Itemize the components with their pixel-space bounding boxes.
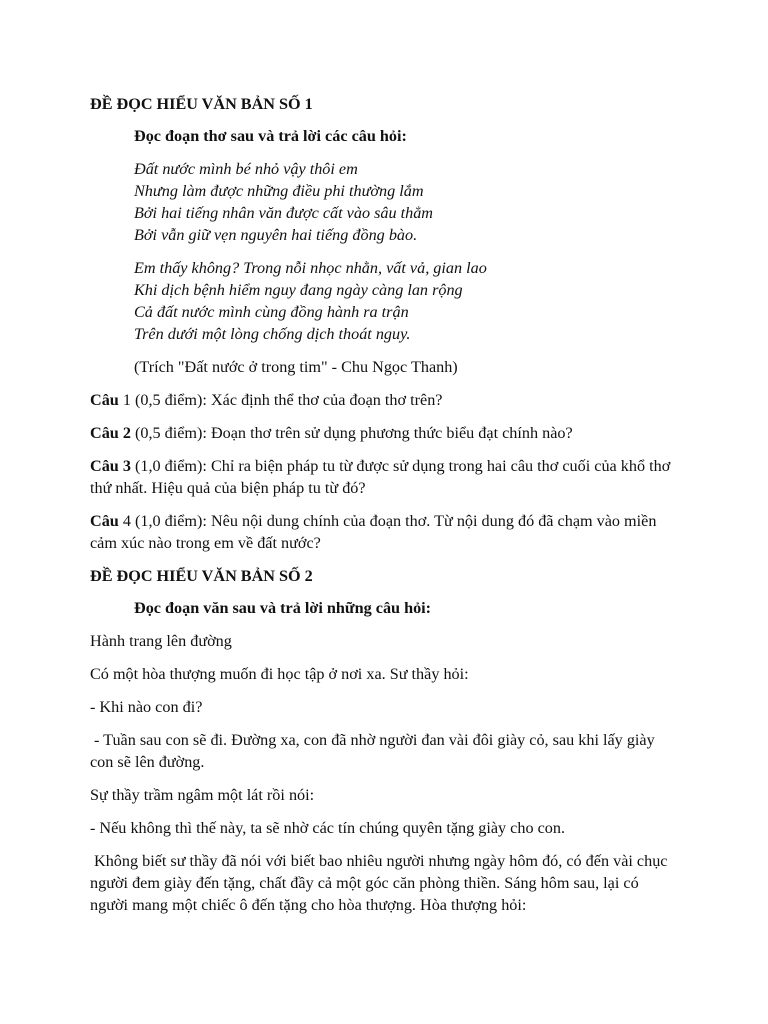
poem-line: Nhưng làm được những điều phi thường lắm [134,182,424,200]
poem-stanza-2 [90,257,680,345]
question-text: (0,5 điểm): Đoạn thơ trên sử dụng phương thức biểu đạt chính nào? [130,424,573,442]
story-paragraph: Sự thầy trầm ngâm một lát rồi nói: [90,786,315,804]
question-label: Câu 2 [90,424,131,442]
question-label: Câu [90,512,119,530]
question-2 [90,422,680,444]
question-text: 1 (0,5 điểm): Xác định thể thơ của đoạn thơ trên? [118,391,443,409]
poem-source: (Trích "Đất nước ở trong tim" - Chu Ngọc Thanh) [134,358,458,376]
question-3 [90,455,680,499]
question-text: 4 (1,0 điểm): Nêu nội dung chính của đoạn thơ. Từ nội dung đó đã chạm vào miền cảm xúc nào trong em về đất nước? [90,512,657,552]
poem-line: Em thấy không? Trong nỗi nhọc nhằn, vất vả, gian lao [134,259,487,277]
story-paragraph: Không biết sư thầy đã nói với biết bao nhiêu người nhưng ngày hôm đó, có đến vài chục người đem giày đến tặng, chất đầy cả một góc căn phòng thiền. Sáng hôm sau, lại có người mang một chiếc ô đến tặng cho hòa thượng. Hòa thượng hỏi: [90,852,668,914]
story-paragraph: - Tuần sau con sẽ đi. Đường xa, con đã nhờ người đan vài đôi giày cỏ, sau khi lấy giày con sẽ lên đường. [90,731,655,771]
document-body [90,93,680,927]
poem-stanza-1 [90,158,680,246]
question-label: Câu [90,391,119,409]
section-2-instruction: Đọc đoạn văn sau và trả lời những câu hỏi: [134,599,432,617]
poem-line: Bởi vẫn giữ vẹn nguyên hai tiếng đồng bào. [134,226,418,244]
poem-line: Trên dưới một lòng chống dịch thoát nguy. [134,325,411,343]
story-paragraph: Có một hòa thượng muốn đi học tập ở nơi xa. Sư thầy hỏi: [90,665,469,683]
poem-line: Đất nước mình bé nhỏ vậy thôi em [134,160,358,178]
section-2-title: ĐỀ ĐỌC HIỂU VĂN BẢN SỐ 2 [90,567,313,585]
question-text: (1,0 điểm): Chỉ ra biện pháp tu từ được sử dụng trong hai câu thơ cuối của khổ thơ thứ nhất. Hiệu quả của biện pháp tu từ đó? [90,457,671,497]
story-paragraph: - Nếu không thì thế này, ta sẽ nhờ các tín chúng quyên tặng giày cho con. [90,819,566,837]
poem-line: Khi dịch bệnh hiểm nguy đang ngày càng lan rộng [134,281,463,299]
story-title: Hành trang lên đường [90,632,232,650]
question-1 [90,389,680,411]
poem-line: Bởi hai tiếng nhân văn được cất vào sâu thẳm [134,204,434,222]
section-1-instruction: Đọc đoạn thơ sau và trả lời các câu hỏi: [134,127,407,145]
story-paragraph: - Khi nào con đi? [90,698,203,716]
section-1-title: ĐỀ ĐỌC HIỂU VĂN BẢN SỐ 1 [90,95,313,113]
poem-line: Cả đất nước mình cùng đồng hành ra trận [134,303,409,321]
question-4 [90,510,680,554]
question-label: Câu 3 [90,457,131,475]
